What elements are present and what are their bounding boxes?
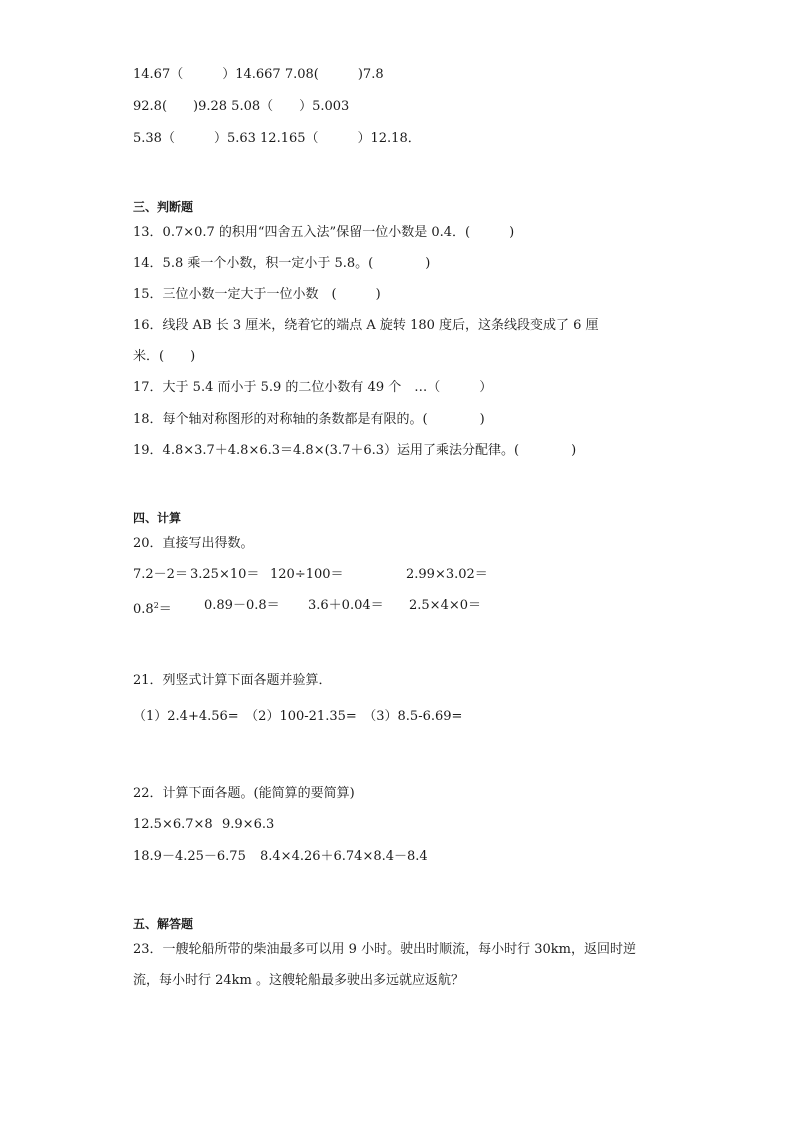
question-16-line-1: 16．线段 AB 长 3 厘米，绕着它的端点 A 旋转 180 度后，这条线段变成了 6 厘 [133, 318, 599, 333]
question-13: 13．0.7×0.7 的积用“四舍五入法”保留一位小数是 0.4．( ) [133, 225, 515, 240]
q20-item: 2.99×3.02＝ [406, 567, 488, 582]
q22-item: 8.4×4.26＋6.74×8.4－8.4 [260, 849, 428, 864]
section-3-title: 三、判断题 [133, 200, 194, 214]
question-14: 14．5.8 乘一个小数，积一定小于 5.8。( ) [133, 256, 431, 271]
q22-item: 12.5×6.7×8 [133, 817, 213, 832]
question-23-line-1: 23．一艘轮船所带的柴油最多可以用 9 小时。驶出时顺流，每小时行 30km，返回时逆 [133, 942, 636, 957]
question-16-line-2: 米．( ) [133, 349, 196, 364]
q20-item: $0.8^2=$ [133, 601, 172, 617]
question-21-items: （1）2.4+4.56= （2）100-21.35= （3）8.5-6.69= [133, 709, 463, 724]
q20-item: 7.2－2＝ [133, 567, 188, 582]
q20-item: 3.6＋0.04＝ [308, 598, 384, 613]
question-17: 17．大于 5.4 而小于 5.9 的二位小数有 49 个 …（ ） [133, 380, 493, 395]
compare-row-1: 14.67（ ）14.667 7.08( )7.8 [133, 67, 384, 82]
question-18: 18．每个轴对称图形的对称轴的条数都是有限的。( ) [133, 412, 485, 427]
q22-item: 9.9×6.3 [222, 817, 275, 832]
q22-item: 18.9－4.25－6.75 [133, 849, 246, 864]
question-19: 19．4.8×3.7＋4.8×6.3＝4.8×(3.7＋6.3）运用了乘法分配律。( ) [133, 443, 577, 458]
question-23-line-2: 流，每小时行 24km 。这艘轮船最多驶出多远就应返航？ [133, 973, 465, 988]
compare-row-3: 5.38（ ）5.63 12.165（ ）12.18． [133, 131, 421, 146]
question-15: 15．三位小数一定大于一位小数 ( ) [133, 287, 381, 302]
section-4-title: 四、计算 [133, 511, 182, 525]
question-20: 20．直接写出得数。 [133, 536, 254, 551]
question-21: 21．列竖式计算下面各题并验算． [133, 673, 332, 688]
compare-row-2: 92.8( )9.28 5.08（ ）5.003 [133, 99, 350, 114]
section-5-title: 五、解答题 [133, 917, 194, 931]
q20-item: 2.5×4×0＝ [409, 598, 482, 613]
q20-item: 3.25×10＝ [190, 567, 260, 582]
question-22: 22．计算下面各题。(能简算的要简算) [133, 786, 355, 801]
q20-item: 0.89－0.8＝ [204, 598, 280, 613]
q20-item: 120÷100＝ [270, 567, 344, 582]
